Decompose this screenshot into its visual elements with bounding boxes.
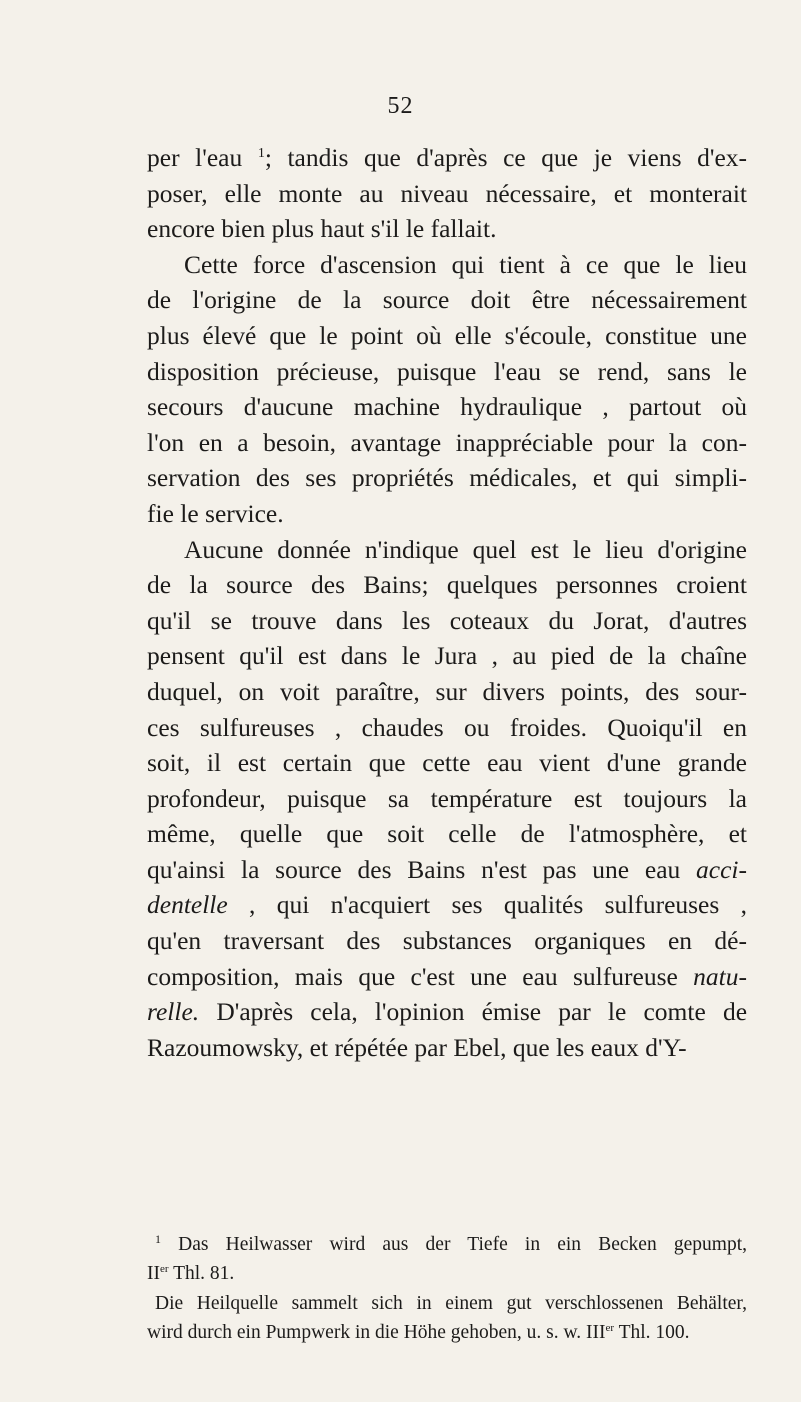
text-segment: composition, mais que c'est une eau sulfureuse — [147, 961, 678, 991]
text-line: l'on en a besoin, avantage inappréciable pour la con- — [147, 427, 747, 457]
footnote-text: wird durch ein Pumpwerk in die Höhe gehoben, u. s. w. III — [147, 1321, 606, 1343]
text-line: ces sulfureuses , chaudes ou froides. Quoiqu'il en — [147, 712, 747, 742]
footnote-text: Das Heilwasser wird aus der Tiefe in ein Becken gepumpt, — [178, 1234, 747, 1255]
text-line: de la source des Bains; quelques personnes croient — [147, 570, 747, 600]
footnote-superscript: er — [605, 1321, 615, 1334]
footnotes — [147, 1230, 747, 1347]
footnote-text: Thl. 100. — [618, 1321, 690, 1343]
footnote-line — [147, 1230, 747, 1259]
text-line: fie le service. — [147, 498, 284, 528]
text-line: encore bien plus haut s'il le fallait. — [147, 214, 497, 244]
footnote-marker: 1 — [155, 1232, 161, 1246]
text-line: de l'origine de la source doit être nécessairement — [147, 285, 747, 315]
text-line — [147, 140, 747, 176]
text-line: duquel, on voit paraître, sur divers points, des sour- — [147, 676, 747, 706]
body-text — [147, 140, 747, 1065]
italic-word: dentelle — [147, 890, 228, 920]
text-line: pensent qu'il est dans le Jura , au pied de la chaîne — [147, 641, 747, 671]
footnote-text: Thl. 81. — [173, 1263, 235, 1285]
text-segment: per l'eau — [147, 143, 243, 172]
text-line: secours d'aucune machine hydraulique , partout où — [147, 392, 747, 422]
text-segment: , qui n'acquiert ses qualités sulfureuses , — [249, 890, 748, 920]
text-segment: ; tandis que d'après ce que je viens d'ex- — [264, 143, 747, 172]
text-line — [147, 959, 747, 995]
text-segment: qu'ainsi la source des Bains n'est pas une eau — [147, 854, 681, 884]
text-line: plus élevé que le point où elle s'écoule, constitue une — [147, 320, 747, 350]
italic-word: acci- — [696, 854, 747, 884]
paragraph-start: Aucune donnée n'indique quel est le lieu d'origine — [184, 534, 747, 564]
text-line: disposition précieuse, puisque l'eau se rend, sans le — [147, 356, 747, 386]
text-line: même, quelle que soit celle de l'atmosphère, et — [147, 819, 747, 849]
footnote-reference: 1 — [257, 146, 265, 161]
text-line: profondeur, puisque sa température est toujours la — [147, 783, 747, 813]
text-segment: D'après cela, l'opinion émise par le comte de — [216, 997, 748, 1027]
text-line: soit, il est certain que cette eau vient d'une grande — [147, 748, 747, 778]
text-line: poser, elle monte au niveau nécessaire, et monterait — [147, 178, 747, 208]
text-line: servation des ses propriétés médicales, et qui simpli- — [147, 463, 747, 493]
text-line: qu'il se trouve dans les coteaux du Jorat, d'autres — [147, 605, 747, 635]
footnote-text: II — [147, 1263, 160, 1285]
footnote-line — [147, 1259, 747, 1288]
text-line — [147, 887, 747, 923]
footnote-line — [147, 1318, 747, 1347]
text-line: qu'en traversant des substances organiques en dé- — [147, 926, 747, 956]
text-line — [147, 994, 747, 1030]
italic-word: relle. — [147, 997, 200, 1027]
footnote-superscript: er — [160, 1263, 169, 1276]
footnote-line: Die Heilquelle sammelt sich in einem gut verschlossenen Behälter, — [155, 1292, 747, 1314]
page-number: 52 — [387, 93, 414, 119]
text-line — [147, 852, 747, 888]
text-line: Razoumowsky, et répétée par Ebel, que les eaux d'Y- — [147, 1032, 687, 1062]
paragraph-start: Cette force d'ascension qui tient à ce que le lieu — [184, 249, 747, 279]
italic-word: natu- — [693, 961, 747, 991]
